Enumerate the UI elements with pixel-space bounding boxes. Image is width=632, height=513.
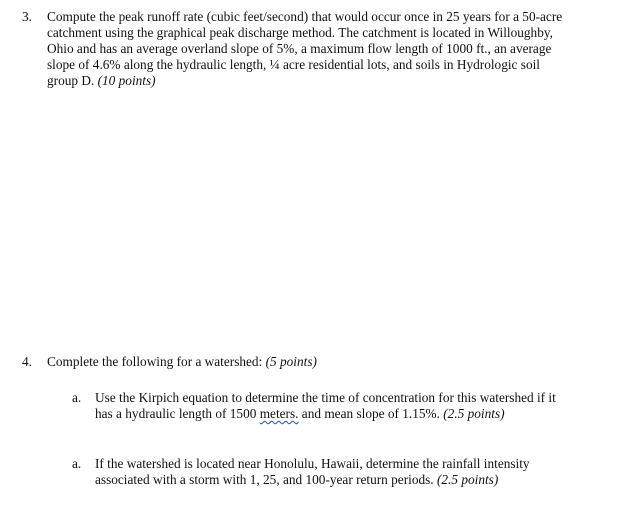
question-3-last-text: group D.: [47, 73, 98, 88]
question-3-points: (10 points): [97, 73, 156, 88]
question-3-number: 3.: [22, 9, 32, 24]
question-3-line-2: catchment using the graphical peak discharge method. The catchment is located in Willoughby,: [47, 25, 553, 40]
part-a-kirpich-text: [95, 390, 615, 422]
question-4-points: (5 points): [265, 354, 317, 369]
part-a-rainfall-letter: a.: [72, 456, 82, 471]
part-a-rainfall-text-2: associated with a storm with 1, 25, and 100-year return periods.: [95, 472, 437, 487]
question-3-line-1: Compute the peak runoff rate (cubic feet/second) that would occur once in 25 years for a 50-acre: [47, 9, 563, 24]
question-4-text: [47, 354, 622, 370]
question-3-line-5: [47, 73, 622, 89]
part-a-kirpich-before: has a hydraulic length of 1500: [95, 406, 260, 421]
part-a-rainfall-text: [95, 456, 615, 488]
part-a-kirpich-letter: a.: [72, 390, 82, 405]
spellcheck-flagged-word[interactable]: meters.: [259, 406, 299, 421]
part-a-rainfall-points: (2.5 points): [436, 472, 499, 487]
part-a-rainfall-line-2: [95, 472, 615, 488]
part-a-kirpich-after: and mean slope of 1.15%.: [298, 406, 444, 421]
part-a-rainfall-line-1: If the watershed is located near Honolulu, Hawaii, determine the rainfall intensity: [95, 456, 530, 471]
part-a-kirpich-line-2: [95, 406, 615, 422]
question-4-prompt: Complete the following for a watershed:: [47, 354, 266, 369]
question-3-line-4: slope of 4.6% along the hydraulic length, ¼ acre residential lots, and soils in Hydrologic soil: [47, 57, 540, 72]
question-4-number: 4.: [22, 354, 32, 369]
question-3-line-3: Ohio and has an average overland slope of 5%, a maximum flow length of 1000 ft., an average: [47, 41, 552, 56]
question-3-text: [47, 9, 622, 89]
part-a-kirpich-points: (2.5 points): [443, 406, 505, 421]
question-4-line: [47, 354, 622, 370]
part-a-kirpich-line-1: Use the Kirpich equation to determine the time of concentration for this watershed if it: [95, 390, 556, 405]
